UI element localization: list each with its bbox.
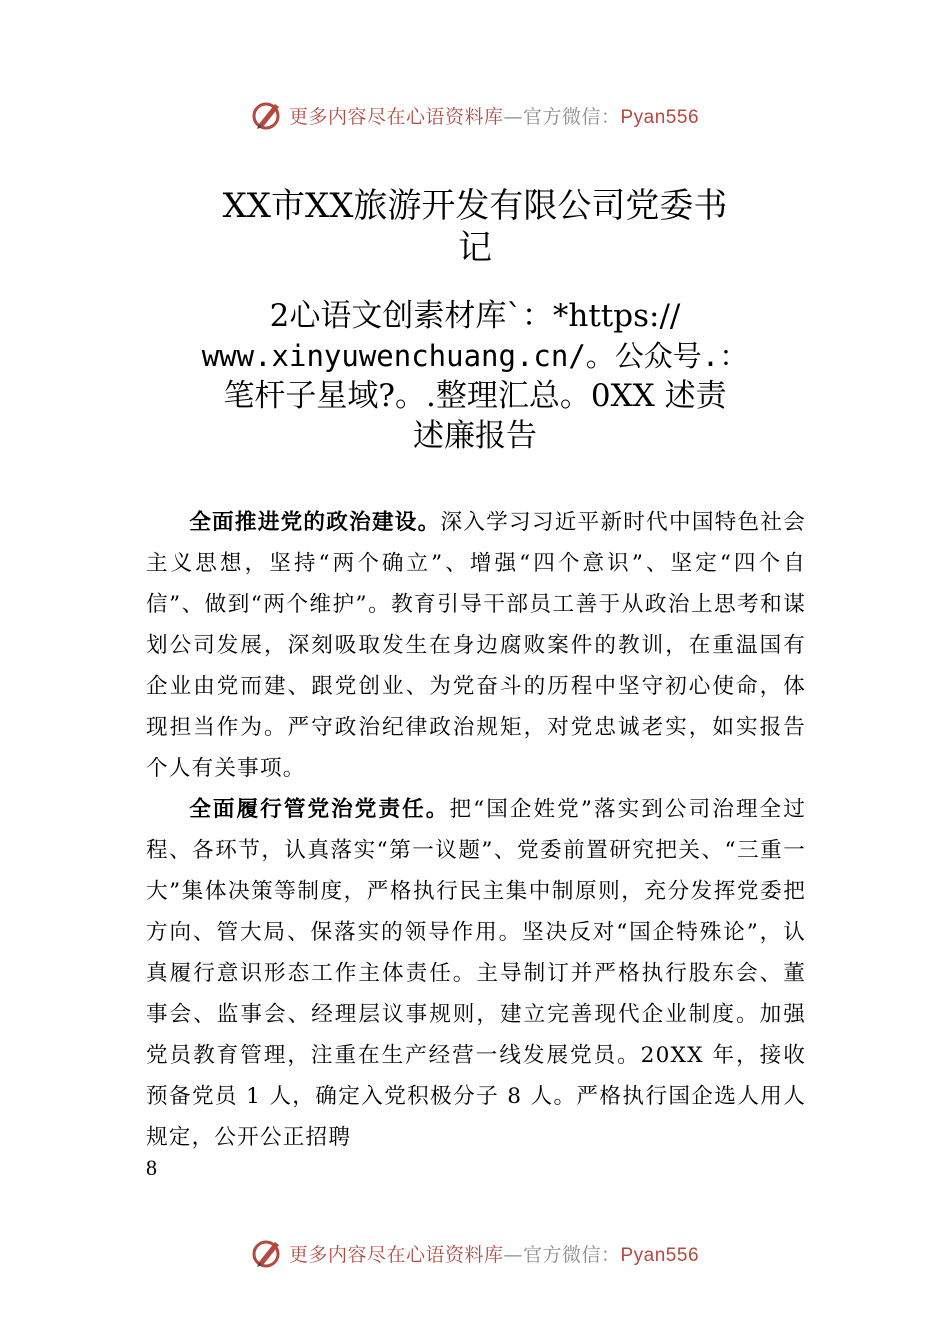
paragraph-2-lead: 全面履行管党治党责任。 <box>189 797 450 822</box>
subtitle-line-1: 2心语文创素材库`：*https:// <box>269 298 681 334</box>
title-line-2: 记 <box>458 228 492 268</box>
paragraph-1-text: 深入学习习近平新时代中国特色社会主义思想，坚持“两个确立”、增强“四个意识”、坚定“四个自信”、做到“两个维护”。教育引导干部员工善于从政治上思考和谋划公司发展，深刻吸取发生在身边腐败案件的教训，在重温国有企业由党而建、跟党创业、为党奋斗的历程中坚守初心使命，体现担当作为。严守政治纪律政治规矩，对党忠诚老实，如实报告个人有关事项。 <box>146 510 807 781</box>
pen-logo-icon <box>251 1236 285 1270</box>
header-banner-text: 更多内容尽在心语资料库—官方微信：Pyan556 <box>288 105 700 128</box>
footer-banner-text: 更多内容尽在心语资料库—官方微信：Pyan556 <box>288 1243 700 1266</box>
footer-banner <box>0 1233 950 1273</box>
document-body <box>146 502 806 1158</box>
document-subtitle <box>150 296 800 456</box>
page-number: 8 <box>146 1155 157 1180</box>
subtitle-line-3: 笔杆子星域?。.整理汇总。0XX 述责 <box>223 378 727 414</box>
pen-logo-icon <box>251 98 285 132</box>
document-title <box>160 185 790 269</box>
title-line-1: XX市XX旅游开发有限公司党委书 <box>222 186 728 226</box>
header-banner <box>0 95 950 135</box>
subtitle-line-4: 述廉报告 <box>413 418 537 454</box>
paragraph-2-text: 把“国企姓党”落实到公司治理全过程、各环节，认真落实“第一议题”、党委前置研究把关、“三重一大”集体决策等制度，严格执行民主集中制原则，充分发挥党委把方向、管大局、保落实的领导作用。坚决反对“国企特殊论”，认真履行意识形态工作主体责任。主导制订并严格执行股东会、董事会、监事会、经理层议事规则，建立完善现代企业制度。加强党员教育管理，注重在生产经营一线发展党员。20XX 年，接收预备党员 1 人，确定入党积极分子 8 人。严格执行国企选人用人规定，公开公正招聘 <box>146 797 807 1150</box>
subtitle-line-2: www.xinyuwenchuang.cn/。公众号.： <box>201 339 749 373</box>
paragraph-2 <box>146 789 806 1158</box>
paragraph-1 <box>146 502 806 789</box>
paragraph-1-lead: 全面推进党的政治建设。 <box>189 510 441 535</box>
